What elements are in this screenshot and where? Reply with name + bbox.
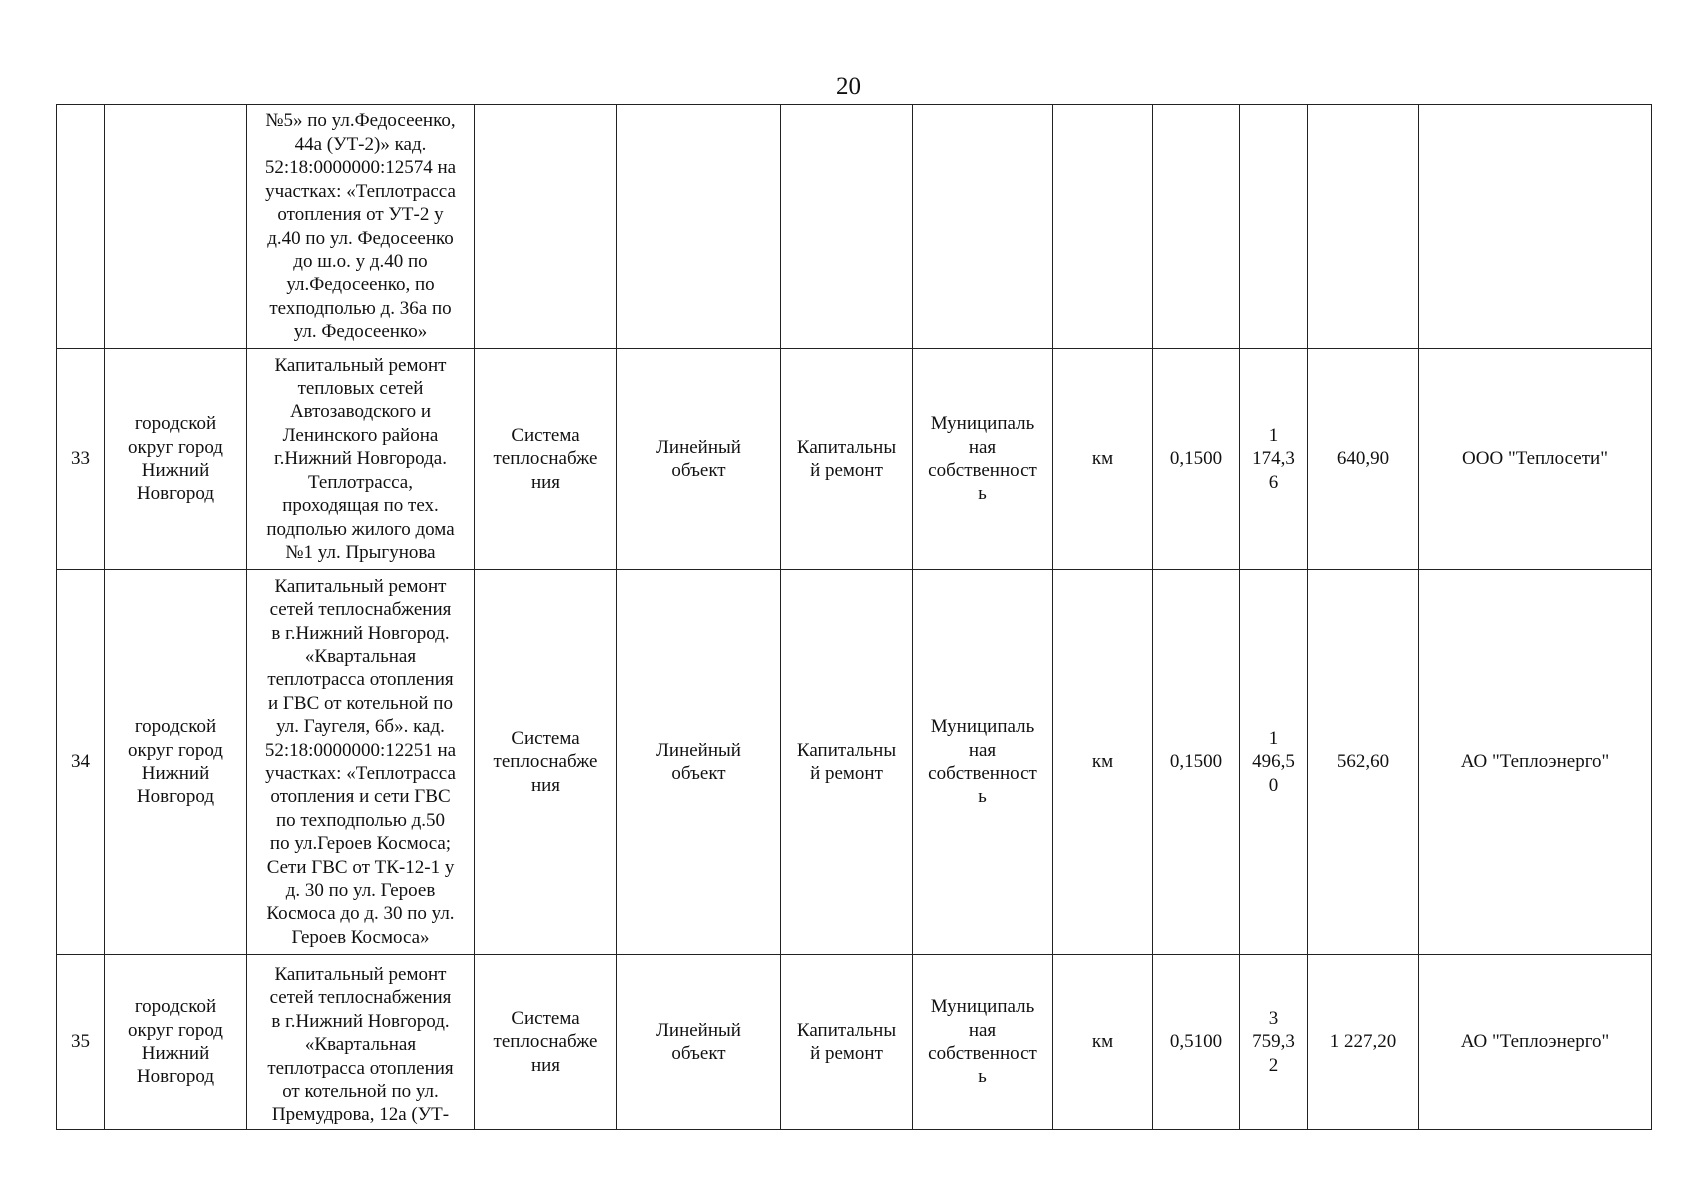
cell-work-type: Капитальны й ремонт [781, 349, 913, 570]
cell-unit [1053, 105, 1153, 349]
cell-system [475, 105, 617, 349]
table-row [57, 570, 1652, 955]
cell-organization: АО "Теплоэнерго" [1419, 955, 1652, 1130]
cell-object-type [617, 105, 781, 349]
cell-ownership: Муниципаль ная собственност ь [913, 349, 1053, 570]
table-row [57, 349, 1652, 570]
cell-system: Система теплоснабже ния [475, 349, 617, 570]
cell-number [57, 105, 105, 349]
cell-ownership: Муниципаль ная собственност ь [913, 955, 1053, 1130]
cell-description: Капитальный ремонт тепловых сетей Автозаводского и Ленинского района г.Нижний Новгорода. Теплотрасса, проходящая по тех. подполью жилого дома №1 ул. Прыгунова [247, 349, 475, 570]
cell-object-type: Линейный объект [617, 955, 781, 1130]
cell-work-type: Капитальны й ремонт [781, 570, 913, 955]
cell-organization: ООО "Теплосети" [1419, 349, 1652, 570]
cell-municipality [105, 105, 247, 349]
cell-number: 33 [57, 349, 105, 570]
cell-ownership [913, 105, 1053, 349]
cell-number: 35 [57, 955, 105, 1130]
cell-work-type [781, 105, 913, 349]
cell-object-type: Линейный объект [617, 349, 781, 570]
cell-unit: км [1053, 955, 1153, 1130]
cell-municipality: городской округ город Нижний Новгород [105, 955, 247, 1130]
cell-length [1153, 105, 1240, 349]
page-number: 20 [836, 73, 861, 100]
cell-value-1: 1 496,5 0 [1240, 570, 1308, 955]
investment-program-table [56, 104, 1652, 1130]
cell-ownership: Муниципаль ная собственност ь [913, 570, 1053, 955]
table-row [57, 955, 1652, 1130]
cell-number: 34 [57, 570, 105, 955]
table-row [57, 105, 1652, 349]
cell-work-type: Капитальны й ремонт [781, 955, 913, 1130]
cell-value-2: 562,60 [1308, 570, 1419, 955]
cell-description: Капитальный ремонт сетей теплоснабжения в г.Нижний Новгород. «Квартальная теплотрасса отопления от котельной по ул. Премудрова, 12а (УТ- [247, 955, 475, 1130]
cell-organization: АО "Теплоэнерго" [1419, 570, 1652, 955]
cell-value-2: 640,90 [1308, 349, 1419, 570]
cell-unit: км [1053, 570, 1153, 955]
cell-value-2 [1308, 105, 1419, 349]
cell-municipality: городской округ город Нижний Новгород [105, 349, 247, 570]
cell-value-1: 3 759,3 2 [1240, 955, 1308, 1130]
cell-unit: км [1053, 349, 1153, 570]
cell-value-2: 1 227,20 [1308, 955, 1419, 1130]
cell-length: 0,5100 [1153, 955, 1240, 1130]
cell-value-1 [1240, 105, 1308, 349]
cell-municipality: городской округ город Нижний Новгород [105, 570, 247, 955]
cell-length: 0,1500 [1153, 570, 1240, 955]
cell-object-type: Линейный объект [617, 570, 781, 955]
cell-description: №5» по ул.Федосеенко, 44а (УТ-2)» кад. 52:18:0000000:12574 на участках: «Теплотрасса отопления от УТ-2 у д.40 по ул. Федосеенко до ш.о. у д.40 по ул.Федосеенко, по техподполью д. 36а по ул. Федосеенко» [247, 105, 475, 349]
cell-description: Капитальный ремонт сетей теплоснабжения в г.Нижний Новгород. «Квартальная теплотрасса отопления и ГВС от котельной по ул. Гаугеля, 6б». кад. 52:18:0000000:12251 на участках: «Теплотрасса отопления и сети ГВС по техподполью д.50 по ул.Героев Космоса; Сети ГВС от ТК-12-1 у д. 30 по ул. Героев Космоса до д. 30 по ул. Героев Космоса» [247, 570, 475, 955]
cell-system: Система теплоснабже ния [475, 955, 617, 1130]
cell-system: Система теплоснабже ния [475, 570, 617, 955]
cell-value-1: 1 174,3 6 [1240, 349, 1308, 570]
cell-length: 0,1500 [1153, 349, 1240, 570]
cell-organization [1419, 105, 1652, 349]
